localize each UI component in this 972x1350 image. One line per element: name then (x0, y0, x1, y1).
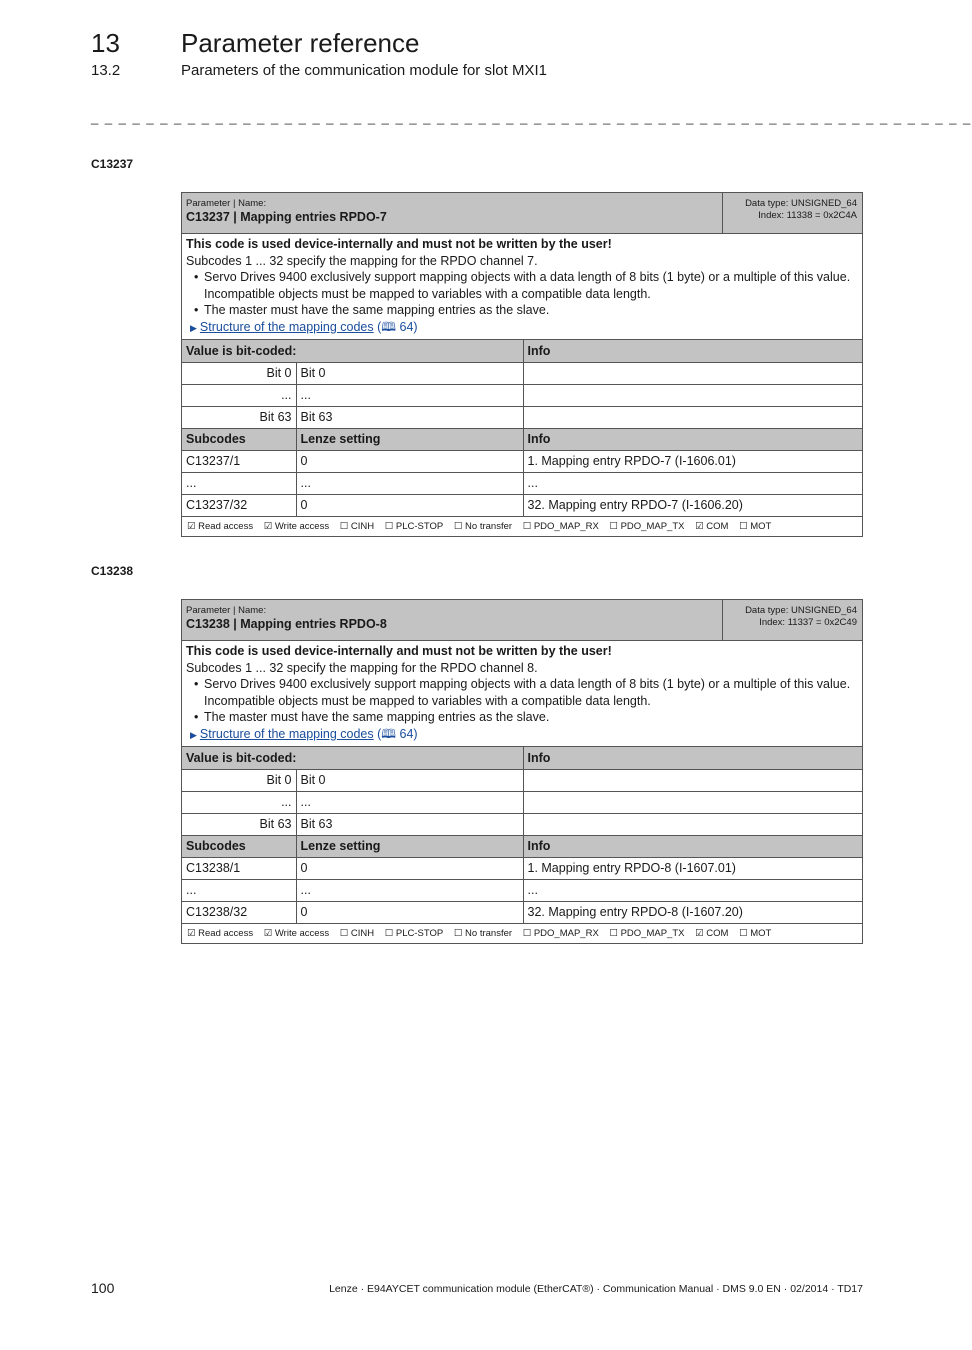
subcodes-header: Subcodes (182, 835, 296, 857)
access-flag: ☐ PDO_MAP_TX (609, 927, 685, 939)
table-row (182, 857, 862, 879)
access-flags (182, 924, 862, 943)
bit-coded-header: Value is bit-coded: (182, 747, 523, 769)
chapter-number: 13 (91, 28, 120, 58)
subcode-cell: C13238/1 (182, 857, 296, 879)
code-heading: C13237 (91, 157, 134, 171)
bit-name-cell: ... (296, 384, 523, 406)
info-header: Info (523, 835, 862, 857)
subcode-cell: C13238/32 (182, 901, 296, 923)
data-type: Data type: UNSIGNED_64 (745, 198, 857, 209)
index: Index: 11337 = 0x2C49 (759, 617, 857, 628)
setting-cell: 0 (296, 450, 523, 472)
subcode-cell: ... (182, 472, 296, 494)
subcode-cell: ... (182, 879, 296, 901)
access-flag: ☐ PDO_MAP_RX (522, 927, 599, 939)
setting-cell: ... (296, 879, 523, 901)
arrow-right-icon: ▶ (190, 729, 197, 740)
bit-cell: Bit 63 (182, 406, 296, 428)
page-number: 100 (91, 1280, 115, 1296)
parameter-label: Parameter | Name: (186, 198, 267, 209)
arrow-right-icon: ▶ (190, 322, 197, 333)
bit-cell: Bit 0 (182, 362, 296, 384)
table-row (182, 494, 862, 516)
chapter-title: Parameter reference (181, 28, 420, 58)
warning-text: This code is used device-internally and must not be written by the user! (186, 644, 612, 658)
value-table (182, 747, 862, 924)
value-table (182, 340, 862, 517)
section-number: 13.2 (91, 62, 121, 79)
bullet-item: • Servo Drives 9400 exclusively support mapping objects with a data length of 8 bits (1 byte) or a multiple of this value. Incompatible objects must be mapped to variables with a compatible data length. (198, 676, 858, 709)
subcodes-header: Subcodes (182, 428, 296, 450)
setting-cell: 0 (296, 494, 523, 516)
parameter-label: Parameter | Name: (186, 605, 267, 616)
table-row (182, 384, 862, 406)
mapping-codes-link[interactable]: Structure of the mapping codes (199, 319, 374, 334)
access-flag: ☑ COM (695, 520, 729, 532)
index: Index: 11338 = 0x2C4A (758, 210, 857, 221)
info-cell (523, 406, 862, 428)
parameter-header (182, 600, 862, 641)
bullet-item: • The master must have the same mapping entries as the slave. (198, 709, 858, 726)
access-flag: ☐ PLC-STOP (384, 520, 444, 532)
bit-name-cell: Bit 0 (296, 362, 523, 384)
info-cell: 32. Mapping entry RPDO-7 (I-1606.20) (523, 494, 862, 516)
info-cell (523, 791, 862, 813)
access-flag: ☐ PDO_MAP_TX (609, 520, 685, 532)
lenze-setting-header: Lenze setting (296, 428, 523, 450)
access-flag: ☐ PLC-STOP (384, 927, 444, 939)
subcode-cell: C13237/1 (182, 450, 296, 472)
info-cell: 32. Mapping entry RPDO-8 (I-1607.20) (523, 901, 862, 923)
bit-name-cell: ... (296, 791, 523, 813)
bit-cell: ... (182, 791, 296, 813)
bit-cell: Bit 63 (182, 813, 296, 835)
bit-cell: ... (182, 384, 296, 406)
page-reference[interactable]: (🕮 64) (377, 726, 418, 741)
parameter-name: C13237 | Mapping entries RPDO-7 (186, 210, 387, 224)
setting-cell: 0 (296, 857, 523, 879)
table-row (182, 450, 862, 472)
bit-name-cell: Bit 63 (296, 406, 523, 428)
warning-text: This code is used device-internally and must not be written by the user! (186, 237, 612, 251)
table-row (182, 813, 862, 835)
access-flag: ☑ COM (695, 927, 729, 939)
mapping-codes-link[interactable]: Structure of the mapping codes (199, 726, 374, 741)
lenze-setting-header: Lenze setting (296, 835, 523, 857)
subcodes-note: Subcodes 1 ... 32 specify the mapping for the RPDO channel 8. (186, 660, 538, 675)
subcode-cell: C13237/32 (182, 494, 296, 516)
info-cell: 1. Mapping entry RPDO-8 (I-1607.01) (523, 857, 862, 879)
bullet-item: • The master must have the same mapping entries as the slave. (198, 302, 858, 319)
bullet-item: • Servo Drives 9400 exclusively support mapping objects with a data length of 8 bits (1 byte) or a multiple of this value. Incompatible objects must be mapped to variables with a compatible data length. (198, 269, 858, 302)
access-flag: ☐ No transfer (453, 927, 513, 939)
data-type: Data type: UNSIGNED_64 (745, 605, 857, 616)
parameter-header (182, 193, 862, 234)
info-header: Info (523, 340, 862, 362)
setting-cell: ... (296, 472, 523, 494)
separator-line: _ _ _ _ _ _ _ _ _ _ _ _ _ _ _ _ _ _ _ _ _ _ _ _ _ _ _ _ _ _ _ _ _ _ _ _ _ _ _ _ _ _ _ _ _ _ _ _ _ _ _ _ _ _ _ _ _ _ _ _ _ _ _ _ (91, 110, 972, 125)
parameter-table (181, 192, 863, 537)
parameter-name: C13238 | Mapping entries RPDO-8 (186, 617, 387, 631)
bit-coded-header: Value is bit-coded: (182, 340, 523, 362)
info-cell (523, 813, 862, 835)
subcodes-note: Subcodes 1 ... 32 specify the mapping for the RPDO channel 7. (186, 253, 538, 268)
access-flag: ☐ No transfer (453, 520, 513, 532)
access-flag: ☐ MOT (739, 927, 772, 939)
info-cell: ... (523, 879, 862, 901)
access-flag: ☐ CINH (339, 927, 375, 939)
access-flag: ☐ MOT (739, 520, 772, 532)
table-row (182, 879, 862, 901)
info-cell: 1. Mapping entry RPDO-7 (I-1606.01) (523, 450, 862, 472)
footer-text: Lenze · E94AYCET communication module (EtherCAT®) · Communication Manual · DMS 9.0 EN · 02/2014 · TD17 (329, 1283, 863, 1295)
access-flag: ☐ PDO_MAP_RX (522, 520, 599, 532)
access-flag: ☑ Read access (187, 927, 254, 939)
table-row (182, 472, 862, 494)
info-cell: ... (523, 472, 862, 494)
access-flag: ☐ CINH (339, 520, 375, 532)
access-flag: ☑ Read access (187, 520, 254, 532)
bit-name-cell: Bit 0 (296, 769, 523, 791)
parameter-description (182, 234, 862, 340)
info-header: Info (523, 428, 862, 450)
info-cell (523, 769, 862, 791)
access-flag: ☑ Write access (263, 927, 330, 939)
access-flag: ☑ Write access (263, 520, 330, 532)
bit-cell: Bit 0 (182, 769, 296, 791)
code-heading: C13238 (91, 564, 134, 578)
info-header: Info (523, 747, 862, 769)
setting-cell: 0 (296, 901, 523, 923)
info-cell (523, 384, 862, 406)
parameter-table (181, 599, 863, 944)
parameter-description (182, 641, 862, 747)
info-cell (523, 362, 862, 384)
page-reference[interactable]: (🕮 64) (377, 319, 418, 334)
access-flags (182, 517, 862, 536)
table-row (182, 769, 862, 791)
bit-name-cell: Bit 63 (296, 813, 523, 835)
table-row (182, 791, 862, 813)
section-title: Parameters of the communication module for slot MXI1 (181, 62, 547, 79)
table-row (182, 406, 862, 428)
table-row (182, 362, 862, 384)
table-row (182, 901, 862, 923)
